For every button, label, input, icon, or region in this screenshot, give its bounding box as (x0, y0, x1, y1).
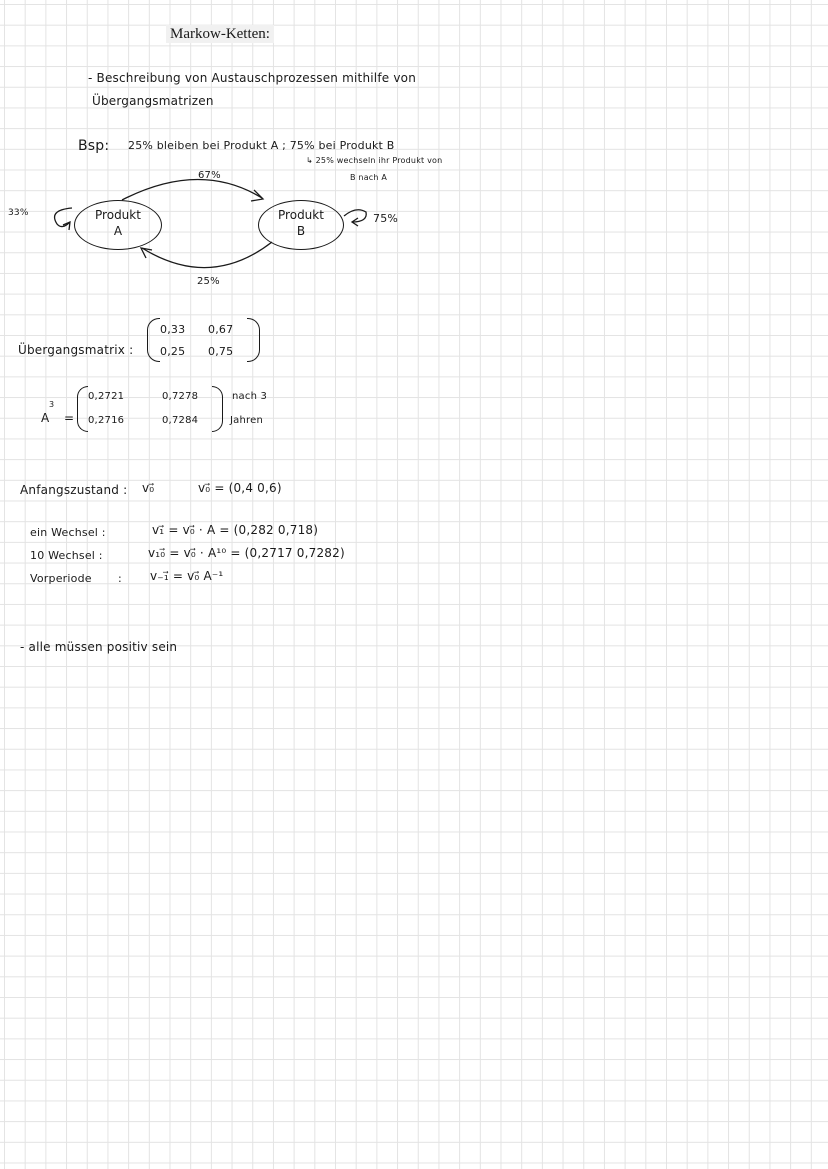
edge-b-to-a-label: 25% (197, 276, 220, 287)
node-produkt-b (258, 200, 344, 250)
example-text-a: 25% bleiben bei Produkt A ; 75% bei Produkt B (128, 139, 395, 152)
example-text-b: ↳ 25% wechseln ihr Produkt von (306, 156, 443, 165)
intro-line-2: Übergangsmatrizen (92, 94, 214, 108)
power-matrix-r2c2: 0,7284 (162, 415, 199, 426)
power-matrix-r2c1: 0,2716 (88, 415, 125, 426)
self-loop-b-label: 75% (373, 212, 399, 225)
calc-formula-one-change: v₁⃗ = v₀⃗ · A = (0,282 0,718) (152, 523, 319, 537)
calc-label-one-change: ein Wechsel : (30, 526, 106, 539)
transition-matrix-right-paren (247, 318, 260, 362)
node-a-line-2: A (113, 224, 123, 238)
calc-label-ten-changes: 10 Wechsel : (30, 549, 103, 562)
edge-a-to-b-label: 67% (198, 170, 221, 181)
page-title: Markow-Ketten: (166, 25, 274, 43)
calc-formula-previous-period: v₋₁⃗ = v₀⃗ A⁻¹ (150, 569, 224, 583)
self-loop-a-label: 33% (8, 208, 29, 218)
initial-state-value: v₀⃗ = (0,4 0,6) (198, 481, 282, 495)
transition-matrix-label: Übergangsmatrix : (18, 343, 134, 357)
calc-colon-previous-period: : (118, 572, 122, 585)
power-matrix-exponent: 3 (49, 400, 55, 409)
intro-line-1: - Beschreibung von Austauschprozessen mithilfe von (88, 71, 416, 85)
calc-formula-ten-changes: v₁₀⃗ = v₀⃗ · A¹⁰ = (0,2717 0,7282) (148, 546, 345, 560)
node-b-line-2: B (296, 224, 306, 238)
transition-matrix-r1c2: 0,67 (208, 323, 234, 336)
node-a-line-1: Produkt (95, 208, 141, 222)
transition-matrix-r2c2: 0,75 (208, 345, 234, 358)
calc-label-previous-period: Vorperiode (30, 572, 92, 585)
edge-a-to-b (122, 179, 262, 200)
initial-state-label: Anfangszustand : (20, 483, 128, 497)
power-matrix-r1c2: 0,7278 (162, 391, 199, 402)
power-matrix-right-paren (212, 386, 223, 432)
example-text-c: B nach A (350, 173, 388, 182)
power-matrix-r1c1: 0,2721 (88, 391, 125, 402)
power-matrix-left-paren (77, 386, 88, 432)
power-matrix-note-2: Jahren (230, 415, 263, 426)
example-label: Bsp: (78, 138, 110, 154)
node-b-line-1: Produkt (278, 208, 324, 222)
power-matrix-note-1: nach 3 (232, 391, 268, 402)
node-produkt-a (74, 200, 162, 250)
power-matrix-equals: = (64, 411, 75, 425)
transition-matrix-left-paren (147, 318, 160, 362)
power-matrix-base: A (41, 411, 50, 425)
positivity-note: - alle müssen positiv sein (20, 640, 178, 654)
transition-matrix-r1c1: 0,33 (160, 323, 186, 336)
initial-state-vector: v₀⃗ (142, 481, 155, 495)
edge-b-to-a (142, 242, 272, 268)
transition-matrix-r2c1: 0,25 (160, 345, 186, 358)
